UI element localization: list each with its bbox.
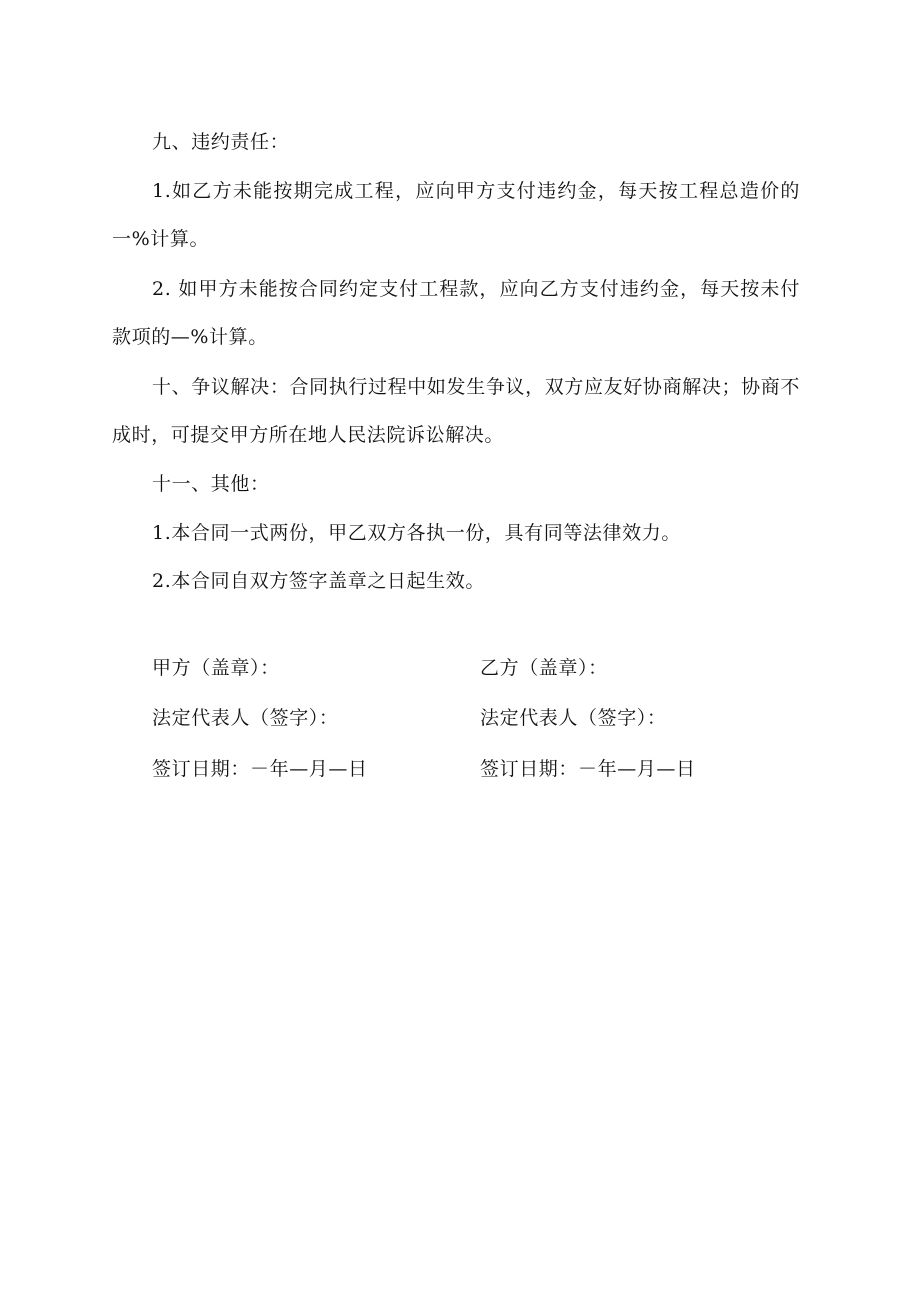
party-b-representative-label: 法定代表人（签字）： — [480, 707, 667, 729]
section-9-item-2: 2. 如甲方未能按合同约定支付工程款，应向乙方支付违约金，每天按未付款项的—%计算。 — [112, 278, 800, 348]
party-a-date-label: 签订日期：－年—月—日 — [152, 758, 368, 780]
party-a-representative-label: 法定代表人（签字）： — [152, 707, 339, 729]
party-b-date-label: 签订日期：－年—月—日 — [480, 758, 696, 780]
section-11-item-2: 2.本合同自双方签字盖章之日起生效。 — [152, 570, 485, 592]
section-9-title: 九、违约责任： — [152, 131, 290, 153]
party-a-seal-label: 甲方（盖章）： — [152, 657, 280, 679]
section-11-title: 十一、其他： — [152, 473, 270, 495]
section-9-item-1: 1.如乙方未能按期完成工程，应向甲方支付违约金，每天按工程总造价的一%计算。 — [112, 180, 800, 250]
section-10-dispute-resolution: 十、争议解决：合同执行过程中如发生争议，双方应友好协商解决；协商不成时，可提交甲方所在地人民法院诉讼解决。 — [112, 376, 800, 446]
section-11-item-1: 1.本合同一式两份，甲乙双方各执一份，具有同等法律效力。 — [152, 522, 681, 544]
party-b-seal-label: 乙方（盖章）： — [480, 657, 608, 679]
